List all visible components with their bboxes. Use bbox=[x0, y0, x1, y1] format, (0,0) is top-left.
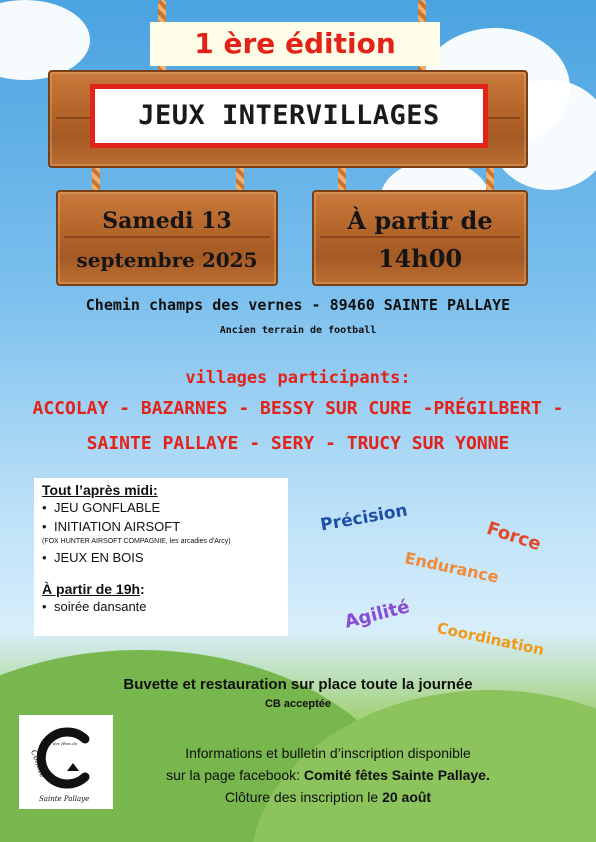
time-line1: À partir de bbox=[347, 206, 493, 235]
logo-signature: Sainte Pallaye bbox=[39, 795, 90, 803]
evening-heading-prefix: À bbox=[42, 581, 53, 597]
airsoft-note: (FOX HUNTER AIRSOFT COMPAGNIE, les arcadies d'Arcy) bbox=[42, 538, 231, 545]
info-line3 bbox=[60, 789, 596, 805]
facebook-page-name: Comité fêtes Sainte Pallaye. bbox=[303, 767, 490, 783]
quality-agilite: Agilité bbox=[342, 596, 412, 633]
evening-list bbox=[42, 597, 288, 616]
catering-line: Buvette et restauration sur place toute la journée bbox=[123, 676, 473, 693]
info-line1: Informations et bulletin d’inscription disponible bbox=[185, 745, 471, 761]
address-note: Ancien terrain de football bbox=[219, 325, 377, 336]
villages-line1: ACCOLAY - BAZARNES - BESSY SUR CURE -PRÉGILBERT - bbox=[32, 398, 564, 419]
list-item: • INITIATION AIRSOFT bbox=[42, 517, 288, 536]
activities-box bbox=[34, 478, 288, 636]
edition-label: 1 ère édition bbox=[150, 22, 440, 66]
info-line2 bbox=[60, 767, 596, 783]
afternoon-heading: Tout l’après midi: bbox=[42, 482, 158, 498]
deadline-date: 20 août bbox=[382, 789, 432, 805]
event-title: JEUX INTERVILLAGES bbox=[90, 84, 488, 148]
afternoon-list-2 bbox=[42, 548, 288, 567]
cloud bbox=[0, 0, 90, 80]
info-line2-prefix: sur la page facebook: bbox=[166, 767, 304, 783]
afternoon-list bbox=[42, 498, 288, 536]
quality-precision: Précision bbox=[318, 500, 410, 536]
logo-word: Comité bbox=[29, 748, 48, 779]
payment-note: CB acceptée bbox=[264, 698, 332, 710]
quality-endurance: Endurance bbox=[403, 548, 501, 587]
evening-heading-rest: partir de 19h bbox=[52, 581, 141, 597]
time-line2: 14h00 bbox=[377, 244, 463, 273]
address: Chemin champs des vernes - 89460 SAINTE PALLAYE bbox=[85, 296, 511, 314]
quality-coordination: Coordination bbox=[435, 618, 546, 660]
list-item: • soirée dansante bbox=[42, 597, 288, 616]
logo-sub: des fêtes de bbox=[53, 741, 78, 746]
list-item: • JEUX EN BOIS bbox=[42, 548, 288, 567]
list-item: • JEU GONFLABLE bbox=[42, 498, 288, 517]
info-line3-prefix: Clôture des inscription le bbox=[224, 789, 383, 805]
villages-line2: SAINTE PALLAYE - SERY - TRUCY SUR YONNE bbox=[86, 433, 510, 454]
evening-heading-colon: : bbox=[140, 581, 145, 597]
date-line1: Samedi 13 bbox=[102, 208, 232, 234]
quality-force: Force bbox=[484, 517, 544, 556]
spacer bbox=[42, 567, 288, 581]
villages-heading: villages participants: bbox=[185, 368, 411, 388]
date-line2: septembre 2025 bbox=[76, 248, 258, 272]
evening-heading bbox=[42, 581, 288, 597]
